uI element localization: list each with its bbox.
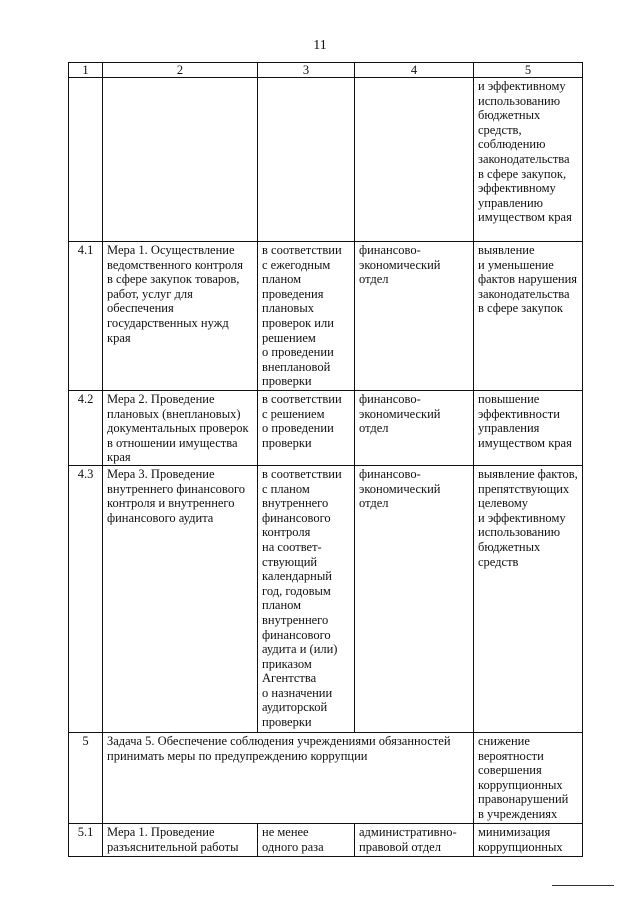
table-row: [69, 242, 583, 391]
measure-cell: Мера 1. Проведение разъяснительной работы: [103, 823, 258, 856]
measure-cell: Мера 1. Осуществление ведомственного контроля в сфере закупок товаров, работ, услуг для обеспечения государственных нужд края: [103, 242, 258, 391]
result-cell: и эффективному использованию бюджетных средств, соблюдению законодательства в сфере закупок, эффективному управлению имуществом края: [474, 78, 583, 242]
result-cell: минимизация коррупционных: [474, 823, 583, 856]
row-number: 4.3: [69, 465, 103, 732]
header-cell: 3: [258, 63, 355, 78]
measure-cell: [103, 78, 258, 242]
term-cell: в соответствии с планом внутреннего финансового контроля на соответ- ствующий календарный год, годовым планом внутреннего финансового аудита и (или) приказом Агентства о назначении аудиторской проверки: [258, 465, 355, 732]
executor-cell: [355, 78, 474, 242]
row-number: 4.1: [69, 242, 103, 391]
executor-cell: административно- правовой отдел: [355, 823, 474, 856]
term-cell: в соответствии с ежегодным планом проведения плановых проверок или решением о проведении внеплановой проверки: [258, 242, 355, 391]
table-row: [69, 78, 583, 242]
row-number: 4.2: [69, 391, 103, 466]
measure-cell: Мера 2. Проведение плановых (внеплановых) документальных проверок в отношении имущества края: [103, 391, 258, 466]
header-cell: 4: [355, 63, 474, 78]
header-cell: 5: [474, 63, 583, 78]
result-cell: выявление фактов, препятствующих целевому и эффективному использованию бюджетных средств: [474, 465, 583, 732]
result-cell: выявление и уменьшение фактов нарушения законодательства в сфере закупок: [474, 242, 583, 391]
page-number: 11: [313, 38, 327, 53]
table-row: [69, 823, 583, 856]
term-cell: в соответствии с решением о проведении проверки: [258, 391, 355, 466]
executor-cell: финансово- экономический отдел: [355, 242, 474, 391]
measure-cell: Мера 3. Проведение внутреннего финансового контроля и внутреннего финансового аудита: [103, 465, 258, 732]
table-row: [69, 465, 583, 732]
executor-cell: финансово- экономический отдел: [355, 465, 474, 732]
row-number: 5.1: [69, 823, 103, 856]
measures-table: [68, 62, 583, 857]
header-cell: 1: [69, 63, 103, 78]
table-row: [69, 732, 583, 823]
footer-rule: [552, 885, 614, 886]
term-cell: [258, 78, 355, 242]
header-cell: 2: [103, 63, 258, 78]
term-cell: не менее одного раза: [258, 823, 355, 856]
executor-cell: финансово- экономический отдел: [355, 391, 474, 466]
result-cell: снижение вероятности совершения коррупционных правонарушений в учреждениях: [474, 732, 583, 823]
table-header-row: [69, 63, 583, 78]
row-number: [69, 78, 103, 242]
task-cell: Задача 5. Обеспечение соблюдения учреждениями обязанностей принимать меры по предупреждению коррупции: [103, 732, 474, 823]
row-number: 5: [69, 732, 103, 823]
table-row: [69, 391, 583, 466]
result-cell: повышение эффективности управления имуществом края: [474, 391, 583, 466]
